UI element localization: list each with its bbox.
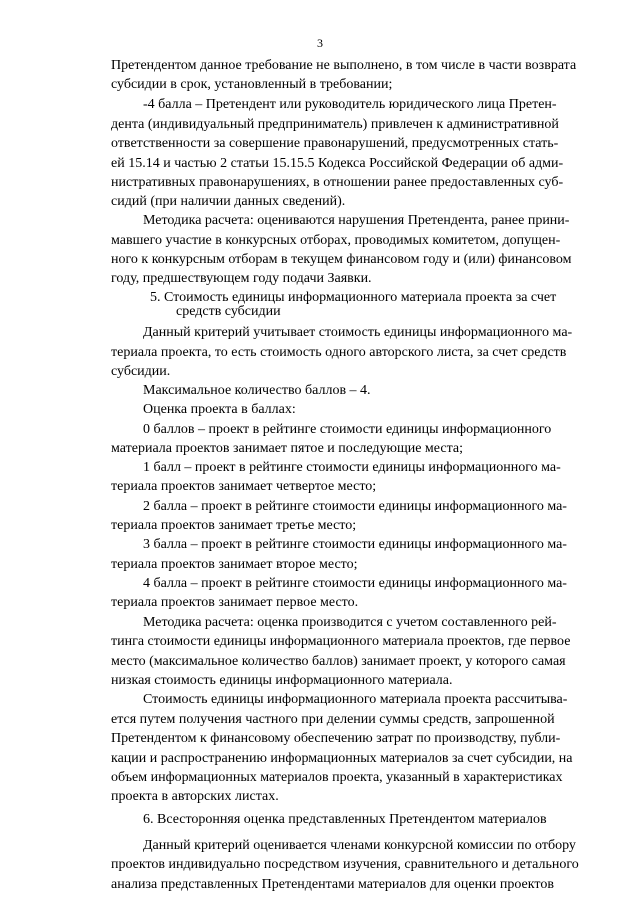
text-line: сидий (при наличии данных сведений). — [111, 194, 346, 209]
text-line: Методика расчета: оценка производится с учетом составленного рей- — [143, 615, 557, 630]
text-line: анализа представленных Претендентами материалов для оценки проектов — [111, 877, 554, 892]
text-line: Данный критерий учитывает стоимость единицы информационного ма- — [143, 325, 573, 340]
text-line: Стоимость единицы информационного материала проекта рассчитыва- — [143, 692, 568, 707]
text-line: 4 балла – проект в рейтинге стоимости единицы информационного ма- — [143, 576, 567, 591]
text-line: териала проектов занимает четвертое место; — [111, 479, 377, 494]
text-line: териала проектов занимает первое место. — [111, 595, 359, 610]
text-line: году, предшествующем году подачи Заявки. — [111, 271, 372, 286]
text-line: териала проектов занимает второе место; — [111, 557, 358, 572]
text-line: субсидии. — [111, 364, 171, 379]
text-line: 3 балла – проект в рейтинге стоимости единицы информационного ма- — [143, 537, 567, 552]
text-line: 1 балл – проект в рейтинге стоимости единицы информационного ма- — [143, 460, 561, 475]
text-line: ется путем получения частного при делении суммы средств, запрошенной — [111, 712, 555, 727]
text-line: проектов индивидуально посредством изучения, сравнительного и детального — [111, 857, 579, 872]
text-line: тинга стоимости единицы информационного материала проектов, где первое — [111, 634, 571, 649]
text-line: Претендентом к финансовому обеспечению затрат по производству, публи- — [111, 731, 561, 746]
text-line: Данный критерий оценивается членами конкурсной комиссии по отбору — [143, 838, 576, 853]
section-heading: 5. Стоимость единицы информационного материала проекта за счет — [150, 290, 557, 305]
text-line: дента (индивидуальный предприниматель) привлечен к административной — [111, 117, 559, 132]
text-line: териала проектов занимает третье место; — [111, 518, 357, 533]
text-line: ей 15.14 и частью 2 статьи 15.15.5 Кодекса Российской Федерации об адми- — [111, 156, 564, 171]
text-line: Претендентом данное требование не выполнено, в том числе в части возврата — [111, 58, 577, 73]
text-line: ответственности за совершение правонарушений, предусмотренных стать- — [111, 136, 559, 151]
text-line: териала проекта, то есть стоимость одного авторского листа, за счет средств — [111, 345, 567, 360]
text-line: мавшего участие в конкурсных отборах, проводимых комитетом, допущен- — [111, 233, 561, 248]
text-line: проекта в авторских листах. — [111, 789, 279, 804]
section-heading: 6. Всесторонняя оценка представленных Претендентом материалов — [143, 812, 547, 827]
text-line: низкая стоимость единицы информационного материала. — [111, 673, 453, 688]
text-line: субсидии в срок, установленный в требовании; — [111, 77, 393, 92]
text-line: 2 балла – проект в рейтинге стоимости единицы информационного ма- — [143, 499, 567, 514]
text-line: Оценка проекта в баллах: — [143, 402, 296, 417]
text-line: 0 баллов – проект в рейтинге стоимости единицы информационного — [143, 422, 552, 437]
text-line: -4 балла – Претендент или руководитель юридического лица Претен- — [143, 97, 557, 112]
text-line: кации и распространению информационных материалов за счет субсидии, на — [111, 751, 573, 766]
text-line: ного к конкурсным отборам в текущем финансовом году и (или) финансовом — [111, 252, 572, 267]
text-line: нистративных правонарушениях, в отношении ранее предоставленных суб- — [111, 175, 564, 190]
text-line: Максимальное количество баллов – 4. — [143, 383, 371, 398]
text-line: место (максимальное количество баллов) занимает проект, у которого самая — [111, 654, 566, 669]
text-line: объем информационных материалов проекта, указанный в характеристиках — [111, 770, 563, 785]
page-number: 3 — [317, 36, 323, 50]
section-heading: средств субсидии — [176, 304, 281, 319]
text-line: Методика расчета: оцениваются нарушения Претендента, ранее прини- — [143, 213, 570, 228]
text-line: материала проектов занимает пятое и последующие места; — [111, 441, 463, 456]
